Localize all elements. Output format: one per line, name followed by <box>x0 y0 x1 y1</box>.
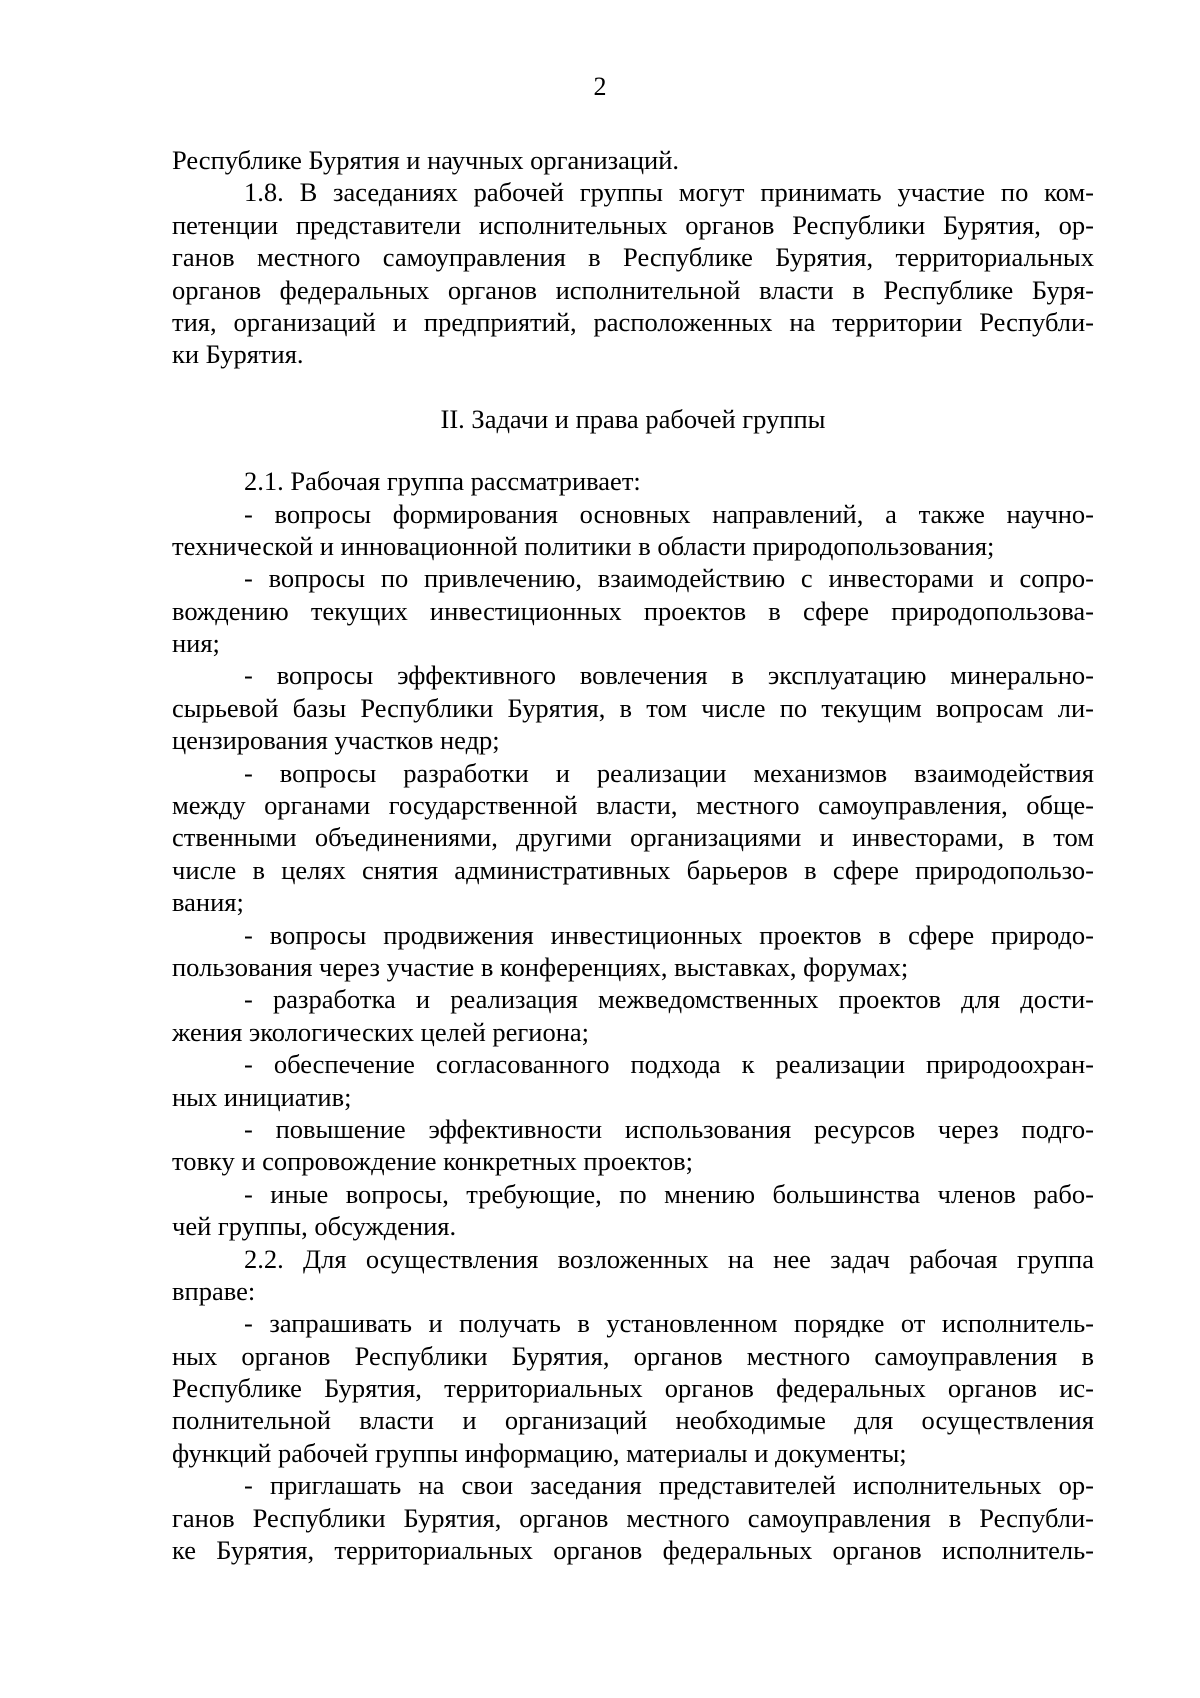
text-line: - вопросы продвижения инвестиционных проектов в сфере природо- <box>244 919 1094 950</box>
text-line: ке Бурятия, территориальных органов федеральных органов исполнитель- <box>172 1535 1094 1566</box>
text-line: ных органов Республики Бурятия, органов местного самоуправления в <box>172 1340 1094 1371</box>
text-line: - вопросы разработки и реализации механизмов взаимодействия <box>244 757 1094 788</box>
page-number: 2 <box>593 72 607 101</box>
text-line: ганов Республики Бурятия, органов местного самоуправления в Республи- <box>172 1502 1094 1533</box>
text-line: Республике Бурятия и научных организаций. <box>172 145 680 175</box>
text-line: - запрашивать и получать в установленном порядке от исполнитель- <box>244 1308 1094 1339</box>
text-line: функций рабочей группы информацию, материалы и документы; <box>172 1437 907 1468</box>
text-line: 2.2. Для осуществления возложенных на нее задач рабочая группа <box>244 1243 1094 1274</box>
text-line: ных инициатив; <box>172 1081 352 1112</box>
text-line: - вопросы по привлечению, взаимодействию с инвесторами и сопро- <box>244 563 1094 594</box>
text-line: жения экологических целей региона; <box>172 1016 590 1047</box>
text-line: - приглашать на свои заседания представителей исполнительных ор- <box>244 1470 1094 1501</box>
text-line: 2.1. Рабочая группа рассматривает: <box>244 466 641 497</box>
section-heading: II. Задачи и права рабочей группы <box>440 403 826 434</box>
text-line: полнительной власти и организаций необходимые для осуществления <box>172 1405 1094 1436</box>
text-line: - вопросы формирования основных направлений, а также научно- <box>244 498 1094 529</box>
text-line: ки Бурятия. <box>172 339 304 370</box>
text-line: петенции представители исполнительных органов Республики Бурятия, ор- <box>172 209 1094 240</box>
text-line: между органами государственной власти, местного самоуправления, обще- <box>172 790 1094 821</box>
text-line: сырьевой базы Республики Бурятия, в том числе по текущим вопросам ли- <box>172 692 1094 723</box>
text-line: вания; <box>172 887 244 918</box>
text-line: - обеспечение согласованного подхода к реализации природоохран- <box>244 1049 1094 1080</box>
text-line: - иные вопросы, требующие, по мнению большинства членов рабо- <box>244 1178 1094 1209</box>
text-line: - вопросы эффективного вовлечения в эксплуатацию минерально- <box>244 660 1094 691</box>
text-line: вправе: <box>172 1275 256 1306</box>
text-line: тия, организаций и предприятий, расположенных на территории Республи- <box>172 306 1094 337</box>
text-line: 1.8. В заседаниях рабочей группы могут принимать участие по ком- <box>244 177 1094 208</box>
text-line: чей группы, обсуждения. <box>172 1211 457 1242</box>
text-line: цензирования участков недр; <box>172 725 500 756</box>
text-line: товку и сопровождение конкретных проектов; <box>172 1146 694 1177</box>
text-line: числе в целях снятия административных барьеров в сфере природопользо- <box>172 854 1094 885</box>
text-line: - повышение эффективности использования ресурсов через подго- <box>244 1113 1094 1144</box>
document-body <box>172 144 1094 1566</box>
text-line: вождению текущих инвестиционных проектов в сфере природопользова- <box>172 595 1094 626</box>
text-line: органов федеральных органов исполнительной власти в Республике Буря- <box>172 274 1094 305</box>
text-line: пользования через участие в конференциях, выставках, форумах; <box>172 951 909 982</box>
text-line: - разработка и реализация межведомственных проектов для дости- <box>244 984 1094 1015</box>
text-line: ния; <box>172 628 220 659</box>
text-line: технической и инновационной политики в области природопользования; <box>172 530 995 561</box>
text-line: Республике Бурятия, территориальных органов федеральных органов ис- <box>172 1373 1094 1404</box>
text-line: ганов местного самоуправления в Республике Бурятия, территориальных <box>172 242 1094 273</box>
text-line: ственными объединениями, другими организациями и инвесторами, в том <box>172 822 1094 853</box>
